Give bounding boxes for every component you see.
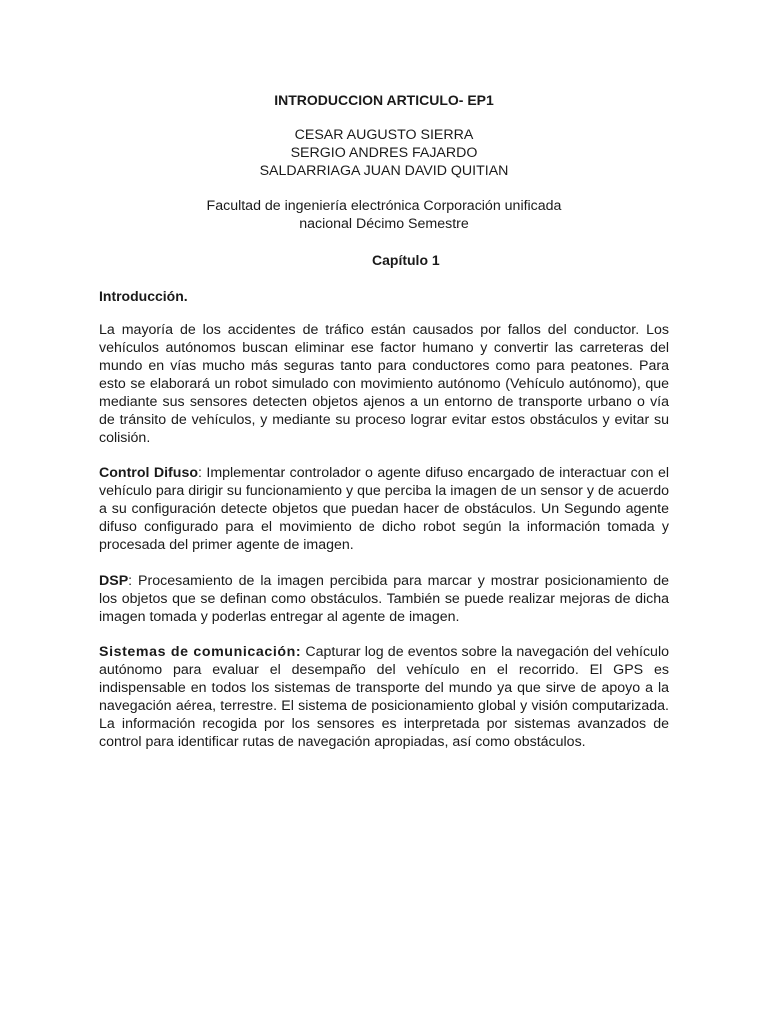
dsp-paragraph	[99, 572, 669, 626]
author-list	[0, 126, 768, 180]
comunicacion-paragraph	[99, 643, 669, 751]
affiliation-line: Facultad de ingeniería electrónica Corporación unificada	[206, 198, 562, 214]
affiliation-line: nacional Décimo Semestre	[299, 216, 469, 232]
author-name: CESAR AUGUSTO SIERRA	[294, 127, 474, 143]
control-difuso-paragraph	[99, 464, 669, 554]
comunicacion-text: Capturar log de eventos sobre la navegación del vehículo autónomo para evaluar el desempaño del vehículo en el recorrido. El GPS es indispensable en todos los sistemas de transporte del mundo ya que sirve de apoyo a la navegación aérea, terrestre. El sistema de posicionamiento global y visión computarizada. La información recogida por los sensores es interpretada por sistemas avanzados de control para identificar rutas de navegación apropiadas, así como obstáculos.	[99, 644, 669, 750]
intro-paragraph: La mayoría de los accidentes de tráfico están causados por fallos del conductor. Los vehículos autónomos buscan eliminar ese factor humano y convertir las carreteras del mundo en vías mucho más seguras tanto para conductores como para peatones. Para esto se elaborará un robot simulado con movimiento autónomo (Vehículo autónomo), que mediante sus sensores detecten objetos ajenos a un entorno de transporte urbano o vía de tránsito de vehículos, y mediante su proceso lograr evitar estos obstáculos y evitar su colisión.	[99, 322, 669, 446]
control-difuso-term: Control Difuso	[99, 465, 198, 481]
affiliation	[0, 197, 768, 233]
dsp-term: DSP	[99, 573, 129, 589]
chapter-heading: Capítulo 1	[372, 252, 440, 268]
comunicacion-term: Sistemas de comunicación:	[99, 644, 302, 660]
section-heading: Introducción.	[99, 288, 188, 304]
dsp-text: : Procesamiento de la imagen percibida para marcar y mostrar posicionamiento de los objetos que se definan como obstáculos. También se puede realizar mejoras de dicha imagen tomada y poderlas entregar al agente de imagen.	[99, 573, 669, 625]
document-title: INTRODUCCION ARTICULO- EP1	[274, 92, 494, 108]
control-difuso-text: : Implementar controlador o agente difuso encargado de interactuar con el vehículo para dirigir su funcionamiento y que perciba la imagen de un sensor y de acuerdo a su configuración detecte objetos que puedan hacer de obstáculos. Un Segundo agente difuso configurado para el movimiento de dicho robot según la información tomada y procesada del primer agente de imagen.	[99, 465, 669, 553]
author-name: SERGIO ANDRES FAJARDO	[290, 145, 478, 161]
author-name: SALDARRIAGA JUAN DAVID QUITIAN	[259, 163, 509, 179]
